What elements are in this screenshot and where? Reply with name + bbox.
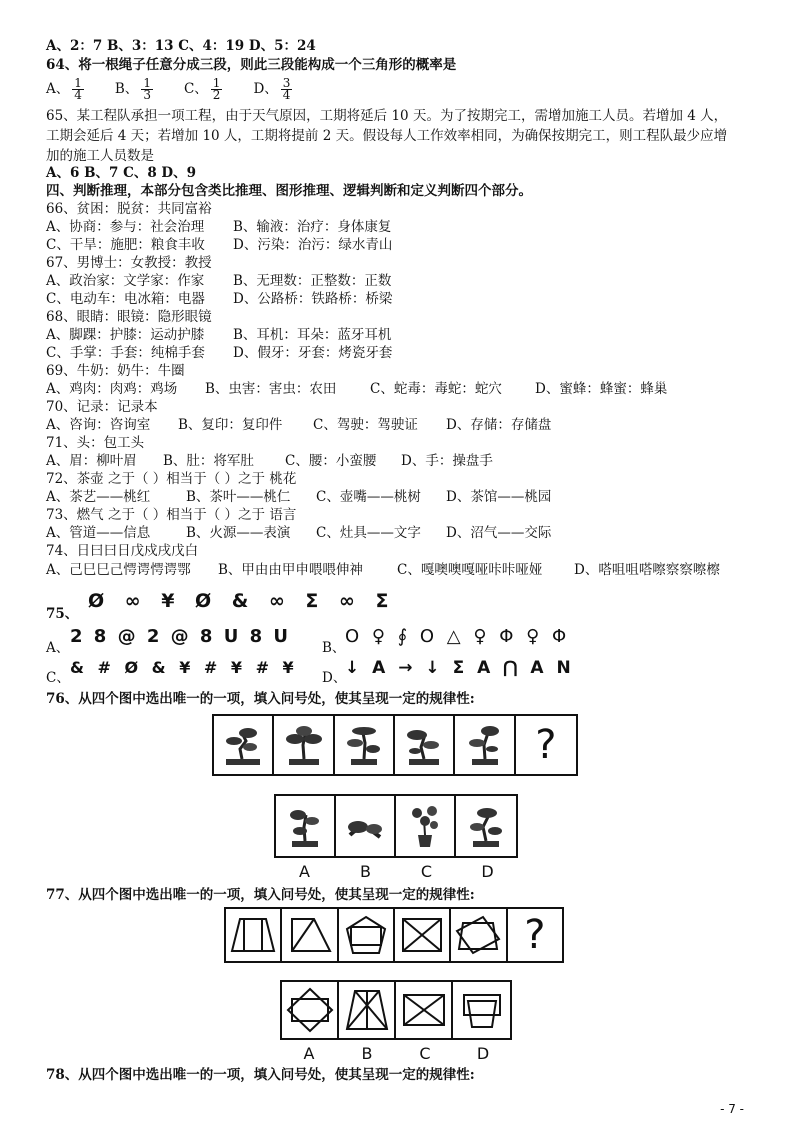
q77-figure-1 [226,909,282,961]
q75-option-a-label: A、 [46,640,70,656]
q67-option-b[interactable]: B、无理数：正整数：正数 [233,273,392,289]
q69-option-d[interactable]: D、蜜蜂：蜂蜜：蜂巢 [535,381,668,397]
q77-stem: 77、从四个图中选出唯一的一项，填入问号处，使其呈现一定的规律性: [46,887,475,903]
q76-question-mark: ? [535,722,557,768]
q71-option-b[interactable]: B、肚：将军肚 [163,453,254,469]
q76-label-d: D [481,862,494,881]
q66-option-a[interactable]: A、协商：参与：社会治理 [46,219,205,235]
q64-option-c[interactable]: C、 $\frac{1}{2}$ [183,75,221,102]
q64-options [46,74,295,104]
q65-stem-1: 65、某工程队承担一项工程，由于天气原因，工期将延后 10 天。为了按期完工，需增加施工人员。若增加 4 人， [46,108,728,124]
q76-figure-5 [455,716,515,774]
bonsai-icon [462,721,508,769]
q75-label: 75、 [46,606,79,622]
q67-option-d[interactable]: D、公路桥：铁路桥：桥梁 [233,291,393,307]
q76-option-labels [274,862,518,881]
q77-label-d: D [476,1044,490,1063]
q70-option-a[interactable]: A、咨询：咨询室 [46,417,151,433]
q66-option-c[interactable]: C、干旱：施肥：粮食丰收 [46,237,205,253]
q64-option-a[interactable]: A、 $\frac{1}{4}$ [46,75,82,102]
bonsai-icon [281,721,327,769]
q75-option-b-label: B、 [322,640,346,656]
quadrilateral-icon [284,913,334,957]
q74-option-d[interactable]: D、嗒咀咀嗒嚓察察嚓檫 [574,562,720,578]
q76-label-c: C [420,862,433,881]
q76-question-row [212,714,578,776]
q68-stem: 68、眼睛：眼镜：隐形眼镜 [46,309,212,325]
q75-option-b[interactable]: O ♀ ∮ O △ ♀ Φ ♀ Φ [345,626,567,647]
q76-figure-2 [274,716,334,774]
q69-option-a[interactable]: A、鸡肉：肉鸡：鸡场 [46,381,178,397]
q70-stem: 70、记录：记录本 [46,399,158,415]
q72-option-c[interactable]: C、壶嘴——桃树 [316,489,421,505]
q72-stem: 72、茶壶 之于（ ）相当于（ ）之于 桃花 [46,471,297,487]
q77-label-b: B [361,1044,373,1063]
q73-option-b[interactable]: B、火源——表演 [186,525,291,541]
rotated-rect-icon [453,913,503,957]
q76-option-b-figure[interactable] [336,796,396,856]
bonsai-icon [401,721,447,769]
q76-figure-4 [395,716,455,774]
q76-stem: 76、从四个图中选出唯一的一项，填入问号处，使其呈现一定的规律性: [46,691,475,707]
q75-option-c[interactable]: & # Ø & ¥ # ¥ # ¥ [70,658,294,677]
q77-option-b-figure[interactable] [339,982,396,1038]
pentagon-rect-icon [341,913,391,957]
q77-question-mark: ? [524,912,546,958]
q73-option-a[interactable]: A、管道——信息 [46,525,151,541]
q72-option-b[interactable]: B、茶叶——桃仁 [186,489,291,505]
q77-figure-2 [282,909,338,961]
trapezoid-lines-icon [228,913,278,957]
hourglass-icon [397,913,447,957]
q77-option-d-figure[interactable] [453,982,510,1038]
q76-option-c-figure[interactable] [396,796,456,856]
q77-option-labels [280,1044,512,1063]
plant-pot-icon [402,801,448,851]
q76-options-row [274,794,518,858]
q68-option-d[interactable]: D、假牙：牙套：烤瓷牙套 [233,345,393,361]
q70-option-d[interactable]: D、存储：存储盘 [446,417,552,433]
q73-option-c[interactable]: C、灶具——文字 [316,525,421,541]
q67-option-a[interactable]: A、政治家：文学家：作家 [46,273,205,289]
q77-label-a: A [303,1044,315,1063]
q68-option-b[interactable]: B、耳机：耳朵：蓝牙耳机 [233,327,392,343]
q66-stem: 66、贫困：脱贫：共同富裕 [46,201,212,217]
q65-stem-2: 工期会延后 4 天；若增加 10 人，工期将提前 2 天。假设每人工作效率相同，为确保按期完工，则工程队最少应增 [46,128,728,144]
q76-option-d-figure[interactable] [456,796,516,856]
q78-stem: 78、从四个图中选出唯一的一项，填入问号处，使其呈现一定的规律性: [46,1067,475,1083]
q71-option-a[interactable]: A、眉：柳叶眉 [46,453,137,469]
crossed-trapezoid-icon [341,985,393,1035]
q64-option-d[interactable]: D、 $\frac{3}{4}$ [253,75,291,102]
q69-option-b[interactable]: B、虫害：害虫：农田 [205,381,337,397]
q77-option-a-figure[interactable] [282,982,339,1038]
q69-option-c[interactable]: C、蛇毒：毒蛇：蛇穴 [370,381,502,397]
q77-options-row [280,980,512,1040]
bonsai-icon [220,721,266,769]
q70-option-c[interactable]: C、驾驶：驾驶证 [313,417,418,433]
q69-stem: 69、牛奶：奶牛：牛圈 [46,363,185,379]
q64-option-b[interactable]: B、 $\frac{1}{3}$ [114,75,151,102]
q67-stem: 67、男博士：女教授：教授 [46,255,212,271]
q75-stem-sequence: Ø ∞ ¥ Ø & ∞ Σ ∞ Σ [88,590,393,612]
q75-option-c-label: C、 [46,670,70,686]
q71-option-c[interactable]: C、腰：小蛮腰 [285,453,377,469]
cup-shape-icon [456,985,508,1035]
q71-stem: 71、头：包工头 [46,435,145,451]
envelope-icon [398,985,450,1035]
q63-options: A、2：7 B、3：13 C、4：19 D、5：24 [46,38,316,54]
q72-option-d[interactable]: D、茶馆——桃园 [446,489,552,505]
q65-options: A、6 B、7 C、8 D、9 [46,165,197,181]
q71-option-d[interactable]: D、手：操盘手 [401,453,493,469]
q77-figure-5 [451,909,507,961]
section-4-heading: 四、判断推理，本部分包含类比推理、图形推理、逻辑判断和定义判断四个部分。 [46,183,532,199]
q74-stem: 74、日曰曰日戊戍戌戊白 [46,543,199,559]
q75-option-d-label: D、 [322,670,347,686]
bonsai-icon [341,721,387,769]
q75-option-a[interactable]: 2 8 @ 2 @ 8 U 8 U [70,626,288,647]
q77-question-row [224,907,564,963]
q70-option-b[interactable]: B、复印：复印件 [178,417,283,433]
q66-option-b[interactable]: B、输液：治疗：身体康复 [233,219,392,235]
q76-figure-1 [214,716,274,774]
diamond-rect-icon [284,985,336,1035]
q77-label-c: C [419,1044,431,1063]
page-number: - 7 - [720,1102,744,1116]
bonsai-icon [342,801,388,851]
bonsai-icon [463,801,509,851]
q73-stem: 73、燃气 之于（ ）相当于（ ）之于 语言 [46,507,297,523]
q76-label-b: B [360,862,371,881]
q72-option-a[interactable]: A、茶艺——桃红 [46,489,151,505]
q67-option-c[interactable]: C、电动车：电冰箱：电器 [46,291,205,307]
bonsai-icon [282,801,328,851]
q64-stem: 64、将一根绳子任意分成三段，则此三段能构成一个三角形的概率是 [46,57,457,73]
q77-figure-4 [395,909,451,961]
q68-option-a[interactable]: A、脚踝：护膝：运动护膝 [46,327,205,343]
q77-option-c-figure[interactable] [396,982,453,1038]
q76-figure-3 [335,716,395,774]
q68-option-c[interactable]: C、手掌：手套：纯棉手套 [46,345,205,361]
q77-figure-3 [339,909,395,961]
q74-option-b[interactable]: B、甲由由甲申喂喂伸神 [218,562,363,578]
q66-option-d[interactable]: D、污染：治污：绿水青山 [233,237,393,253]
q76-label-a: A [299,862,310,881]
q75-option-d[interactable]: ↓ A → ↓ Σ A ⋂ A N [345,658,571,678]
q65-stem-3: 加的施工人员数是 [46,148,154,164]
q73-option-d[interactable]: D、沼气——交际 [446,525,552,541]
q76-option-a-figure[interactable] [276,796,336,856]
q74-option-a[interactable]: A、己巳巳己愕谔愕谔鄂 [46,562,191,578]
q74-option-c[interactable]: C、嘎噢噢嘎哑咔咔哑娅 [397,562,543,578]
